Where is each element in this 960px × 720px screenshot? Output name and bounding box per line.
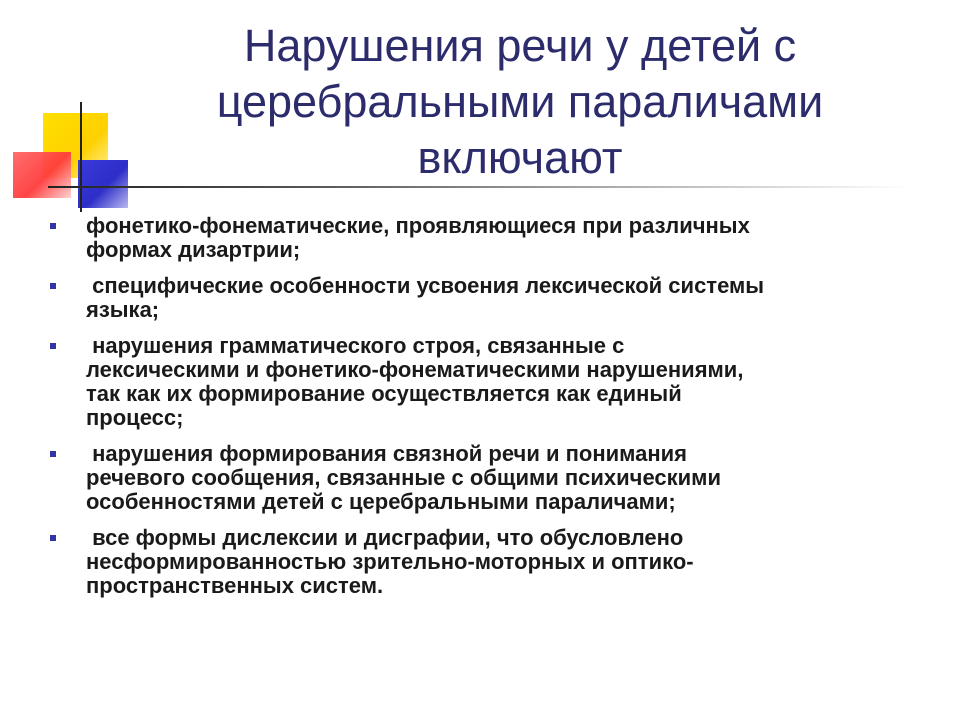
square-bullet-icon — [50, 283, 56, 289]
bullet-line: нарушения формирования связной речи и понимания — [86, 441, 688, 466]
square-bullet-icon — [50, 535, 56, 541]
bullet-line: формах дизартрии; — [86, 237, 301, 262]
bullet-item — [48, 442, 908, 514]
bullet-line: языка; — [86, 297, 160, 322]
bullet-line: лексическими и фонетико-фонематическими нарушениями, — [86, 357, 744, 382]
bullet-line: специфические особенности усвоения лексической системы — [86, 273, 765, 298]
square-bullet-icon — [50, 451, 56, 457]
bullet-line: процесс; — [86, 405, 184, 430]
square-bullet-icon — [50, 343, 56, 349]
bullet-line: несформированностью зрительно-моторных и оптико- — [86, 549, 694, 574]
horizontal-rule-decoration — [48, 186, 908, 188]
bullet-item — [48, 214, 908, 262]
bullet-item — [48, 274, 908, 322]
bullet-line: особенностями детей с церебральными параличами; — [86, 489, 676, 514]
bullet-line: пространственных систем. — [86, 573, 384, 598]
blue-square-decoration — [78, 160, 128, 208]
bullet-line: нарушения грамматического строя, связанные с — [86, 333, 625, 358]
bullet-line: речевого сообщения, связанные с общими психическими — [86, 465, 721, 490]
bullet-line: так как их формирование осуществляется как единый — [86, 381, 682, 406]
vertical-rule-decoration — [80, 102, 82, 212]
slide-title-line: церебральными параличами — [216, 76, 824, 127]
bullet-line: фонетико-фонематические, проявляющиеся при различных — [86, 213, 750, 238]
bullet-item — [48, 526, 908, 598]
bullet-item — [48, 334, 908, 430]
red-square-decoration — [13, 152, 71, 198]
slide-title-line: включают — [417, 132, 623, 183]
slide-title — [140, 18, 900, 186]
bullet-list — [48, 214, 908, 610]
bullet-line: все формы дислексии и дисграфии, что обусловлено — [86, 525, 684, 550]
square-bullet-icon — [50, 223, 56, 229]
slide-title-line: Нарушения речи у детей с — [243, 20, 797, 71]
